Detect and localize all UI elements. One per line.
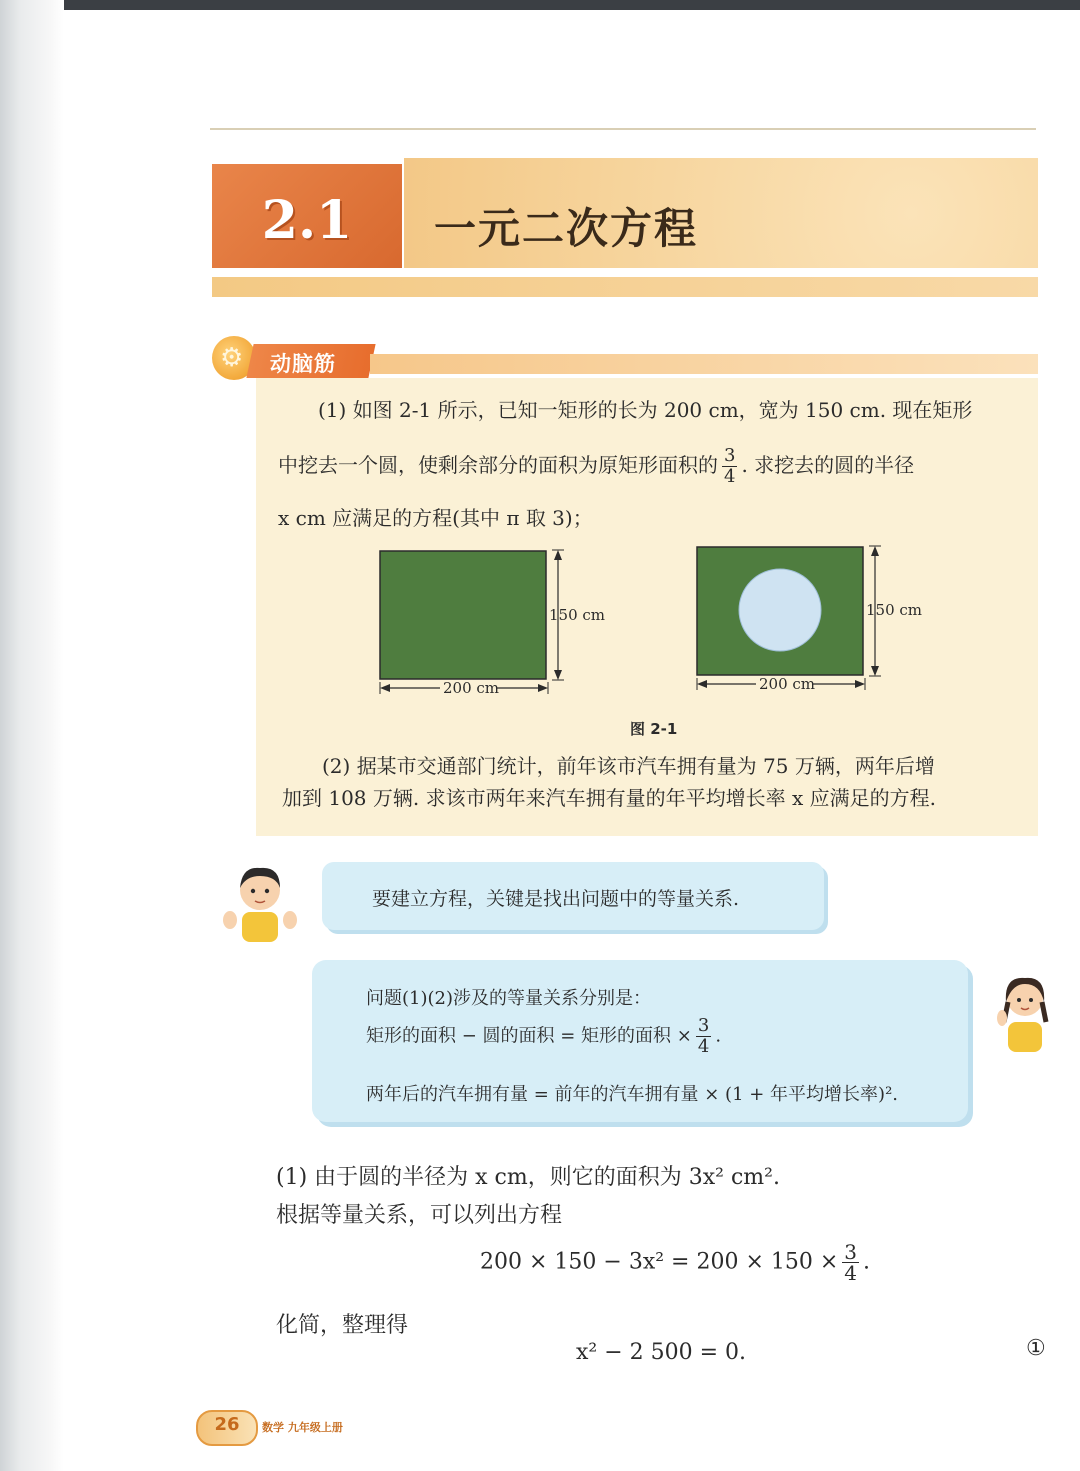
problem1-line1: (1) 如图 2-1 所示，已知一矩形的长为 200 cm，宽为 150 cm. 现在矩形 — [318, 398, 973, 422]
boy-character — [222, 860, 298, 942]
arrowhead — [871, 546, 879, 556]
top-rule — [210, 128, 1036, 130]
equation1-after: . — [863, 1249, 871, 1275]
page-edge — [0, 0, 64, 1471]
page-number: 26 — [214, 1414, 240, 1435]
problem1-line2-before: 中挖去一个圆，使剩余部分的面积为原矩形面积的 — [278, 453, 718, 477]
equation1-fraction — [842, 1242, 859, 1283]
solution-line1: (1) 由于圆的半径为 x cm，则它的面积为 3x² cm². — [276, 1165, 780, 1190]
gear-icon: ⚙ — [220, 343, 244, 373]
figure-caption: 图 2-1 — [630, 720, 678, 738]
book-title: 数学 九年级上册 — [262, 1421, 343, 1434]
section-number-box — [212, 164, 402, 268]
solution-equation2: x² − 2 500 = 0. — [576, 1340, 747, 1365]
figure-right-width-label: 200 cm — [759, 675, 816, 693]
arrowhead — [697, 680, 707, 688]
equation-marker: ① — [1026, 1336, 1046, 1361]
figure-2-1 — [370, 540, 923, 702]
page-top-strip — [0, 0, 1080, 10]
page-footer — [196, 1410, 396, 1444]
problem1-line3: x cm 应满足的方程(其中 π 取 3)； — [278, 506, 593, 530]
figure-left-width-label: 200 cm — [443, 679, 500, 697]
problem1-fraction — [722, 446, 737, 487]
arrowhead — [554, 550, 562, 560]
section-underbar — [212, 277, 1038, 297]
fraction-denominator: 4 — [724, 466, 736, 487]
solution-line2: 根据等量关系，可以列出方程 — [276, 1203, 563, 1228]
bubble2-line3: 两年后的汽车拥有量 = 前年的汽车拥有量 × (1 + 年平均增长率)². — [366, 1084, 899, 1105]
fraction-numerator: 3 — [697, 1015, 710, 1036]
speech-bubble-boy-text: 要建立方程，关键是找出问题中的等量关系. — [372, 888, 740, 910]
figure-right-circle — [739, 569, 821, 651]
bubble2-line1: 问题(1)(2)涉及的等量关系分别是： — [366, 988, 651, 1009]
arrowhead — [871, 666, 879, 676]
fraction-numerator: 3 — [844, 1240, 858, 1264]
equation1-before: 200 × 150 − 3x² = 200 × 150 × — [480, 1249, 839, 1275]
fraction-numerator: 3 — [724, 445, 736, 466]
arrowhead — [554, 670, 562, 680]
section-header — [212, 158, 1038, 270]
problem2-line2: 加到 108 万辆. 求该市两年来汽车拥有量的年平均增长率 x 应满足的方程. — [282, 786, 936, 810]
arrowhead — [380, 684, 390, 692]
problem1-line2 — [278, 446, 914, 487]
figure-left-rect — [380, 551, 546, 679]
bubble2-fraction — [696, 1016, 711, 1057]
fraction-denominator: 4 — [697, 1036, 710, 1057]
figure-left-height-label: 150 cm — [549, 606, 606, 624]
fraction-denominator: 4 — [844, 1261, 858, 1285]
think-label-text: 动脑筋 — [270, 352, 336, 376]
arrowhead — [538, 684, 548, 692]
bubble2-line2 — [366, 1016, 721, 1057]
arrowhead — [855, 680, 865, 688]
solution-equation1 — [480, 1242, 870, 1283]
think-strip — [370, 354, 1038, 374]
section-title: 一元二次方程 — [434, 204, 699, 253]
problem1-line2-after: . 求挖去的圆的半径 — [741, 453, 915, 477]
speech-bubble-boy — [322, 862, 824, 930]
bubble2-line2-after: . — [715, 1025, 722, 1047]
girl-character — [996, 970, 1052, 1052]
figure-right-height-label: 150 cm — [866, 601, 923, 619]
think-label — [212, 336, 372, 380]
bubble2-line2-before: 矩形的面积 − 圆的面积 = 矩形的面积 × — [366, 1025, 692, 1047]
solution-line3: 化简，整理得 — [276, 1313, 409, 1338]
section-number: 2.1 — [261, 190, 353, 251]
problem2-line1: (2) 据某市交通部门统计，前年该市汽车拥有量为 75 万辆，两年后增 — [322, 754, 935, 778]
